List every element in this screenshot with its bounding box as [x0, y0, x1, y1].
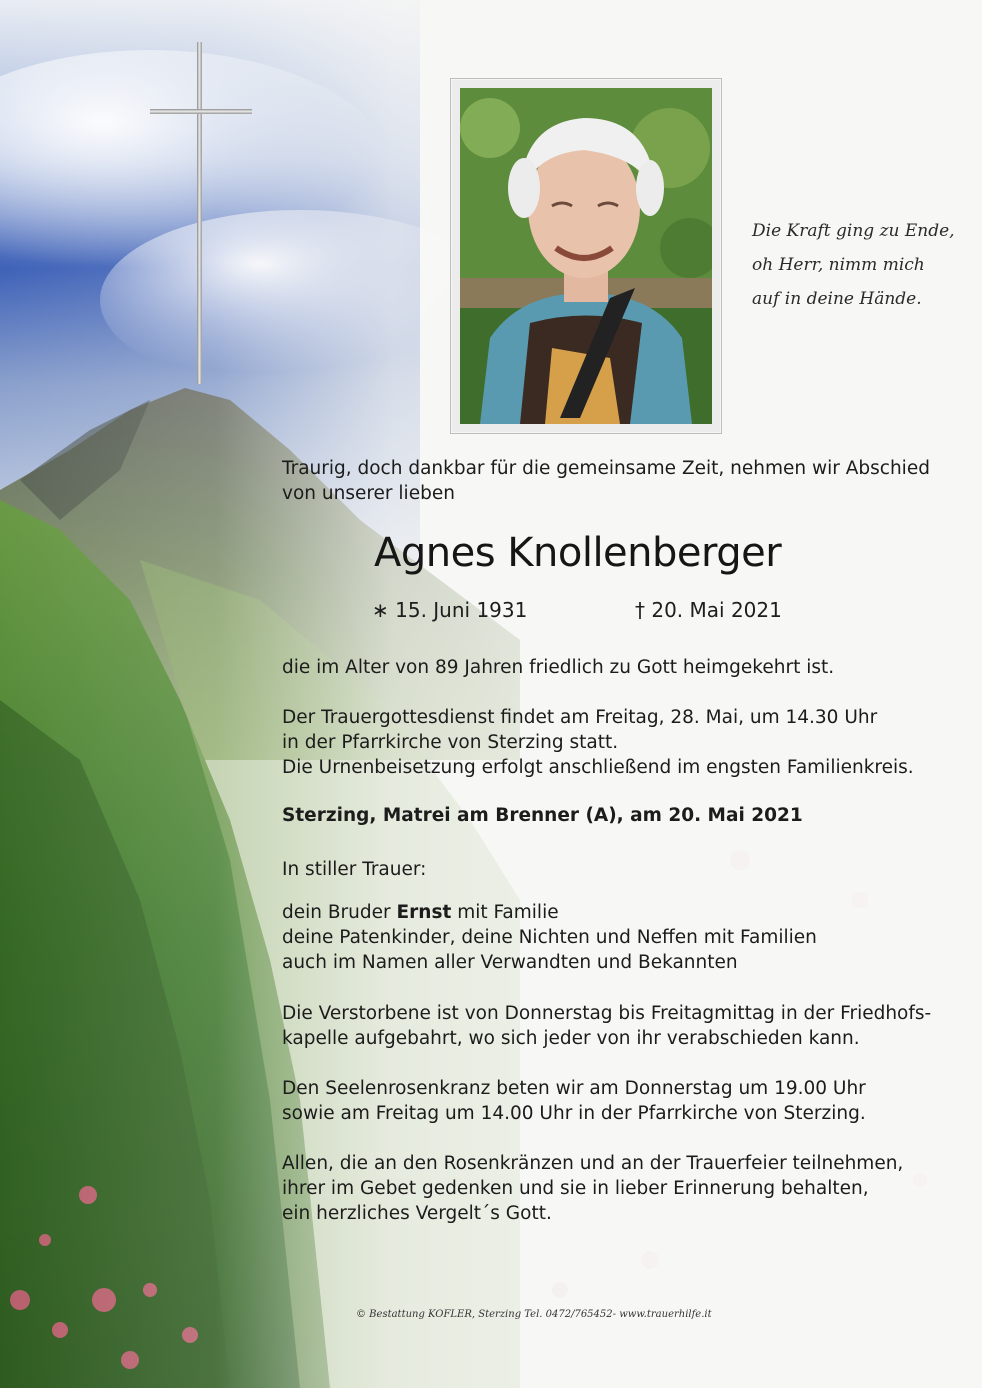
thanks-line-3: ein herzliches Vergelt´s Gott. [282, 1203, 552, 1224]
portrait-frame [450, 78, 722, 434]
brother-name: Ernst [396, 902, 452, 923]
mourners-suffix: mit Familie [451, 902, 559, 923]
mourners-line-1 [282, 900, 559, 925]
mourners-prefix: dein Bruder [282, 902, 397, 923]
rosary-line-2: sowie am Freitag um 14.00 Uhr in der Pfarrkirche von Sterzing. [282, 1103, 866, 1124]
birth-date: ∗ 15. Juni 1931 [372, 598, 528, 622]
place-date: Sterzing, Matrei am Brenner (A), am 20. Mai 2021 [282, 805, 803, 826]
intro-line-2: von unserer lieben [282, 483, 455, 504]
verse-line: oh Herr, nimm mich [752, 255, 925, 275]
portrait-photo [460, 88, 712, 424]
mourners-line-2: deine Patenkinder, deine Nichten und Neffen mit Familien [282, 927, 817, 948]
viewing-line-2: kapelle aufgebahrt, wo sich jeder von ihr verabschieden kann. [282, 1028, 860, 1049]
mourners-line-3: auch im Namen aller Verwandten und Bekannten [282, 952, 738, 973]
funeral-home-footer: © Bestattung KOFLER, Sterzing Tel. 0472/765452- www.trauerhilfe.it [356, 1309, 712, 1320]
deceased-name: Agnes Knollenberger [374, 530, 782, 576]
age-line: die im Alter von 89 Jahren friedlich zu Gott heimgekehrt ist. [282, 657, 835, 678]
death-date: † 20. Mai 2021 [635, 598, 782, 622]
intro-line-1: Traurig, doch dankbar für die gemeinsame Zeit, nehmen wir Abschied [282, 458, 930, 479]
viewing-line-1: Die Verstorbene ist von Donnerstag bis Freitagmittag in der Friedhofs- [282, 1003, 932, 1024]
mourning-header: In stiller Trauer: [282, 859, 427, 880]
cross-icon [150, 42, 252, 384]
verse-line: auf in deine Hände. [752, 289, 922, 309]
service-line-2: in der Pfarrkirche von Sterzing statt. [282, 732, 619, 753]
thanks-line-2: ihrer im Gebet gedenken und sie in lieber Erinnerung behalten, [282, 1178, 869, 1199]
service-line-1: Der Trauergottesdienst findet am Freitag, 28. Mai, um 14.30 Uhr [282, 707, 878, 728]
verse-line: Die Kraft ging zu Ende, [752, 221, 955, 241]
rosary-line-1: Den Seelenrosenkranz beten wir am Donnerstag um 19.00 Uhr [282, 1078, 866, 1099]
verse-quote [752, 214, 955, 316]
service-line-3: Die Urnenbeisetzung erfolgt anschließend im engsten Familienkreis. [282, 757, 914, 778]
thanks-line-1: Allen, die an den Rosenkränzen und an der Trauerfeier teilnehmen, [282, 1153, 904, 1174]
